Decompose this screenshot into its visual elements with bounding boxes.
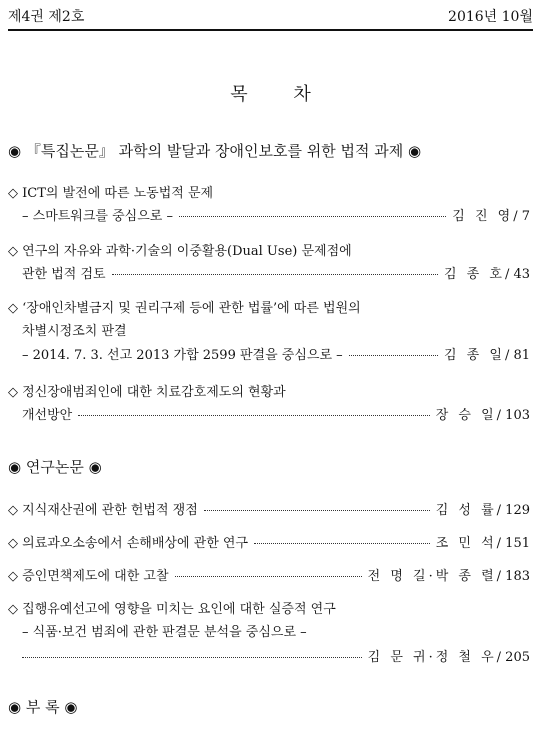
publication-date: 2016년 10월 <box>448 9 533 25</box>
dot-leader <box>175 576 362 577</box>
toc-entry-title[interactable]: ◇ 정신장애범죄인에 대한 치료감호제도의 현황과 <box>8 385 286 400</box>
running-header <box>8 6 533 28</box>
toc-entry-title: ◇ 의료과오소송에서 손해배상에 관한 연구 <box>8 536 249 551</box>
toc-entry-leader-row[interactable] <box>8 263 530 281</box>
toc-entry-author: 김 성 률 <box>435 503 497 518</box>
toc-entry-title[interactable]: ◇ 연구의 자유와 과학·기술의 이중활용(Dual Use) 문제점에 <box>8 244 352 259</box>
toc-entry-leader-row[interactable] <box>8 404 530 422</box>
toc-entry-title: ◇ 지식재산권에 관한 헌법적 쟁점 <box>8 503 198 518</box>
toc-entry-author: 장 승 일 <box>435 408 497 423</box>
dot-leader <box>349 355 438 356</box>
dot-leader <box>22 657 362 658</box>
toc-entry-title: ◇ 증인면책제도에 대한 고찰 <box>8 569 169 584</box>
dot-leader <box>204 510 430 511</box>
toc-entry-author: 김 종 일 <box>443 348 505 363</box>
volume-issue: 제4권 제2호 <box>8 9 85 25</box>
toc-entry-subtitle: 관한 법적 검토 <box>22 267 106 282</box>
toc-entry-author: 김 진 영 <box>452 209 514 224</box>
toc-entry-page: / 151 <box>496 536 530 551</box>
toc-entry-subtitle: – 스마트워크를 중심으로 – <box>22 209 173 224</box>
toc-entry-subtitle: 개선방안 <box>22 408 73 423</box>
section-heading-special: ◉ 『특집논문』 과학의 발달과 장애인보호를 위한 법적 과제 ◉ <box>8 142 422 160</box>
toc-entry-page: / 7 <box>513 209 530 224</box>
dot-leader <box>254 543 430 544</box>
toc-entry-author: 조 민 석 <box>435 536 497 551</box>
toc-entry-subtitle[interactable]: – 식품·보건 범죄에 관한 판결문 분석을 중심으로 – <box>22 625 307 640</box>
toc-entry-leader-row[interactable] <box>8 565 530 583</box>
page-title: 목 차 <box>230 84 331 105</box>
toc-entry-title[interactable]: ◇ ‘장애인차별금지 및 권리구제 등에 관한 법률’에 따른 법원의 <box>8 301 361 316</box>
toc-entry-leader-row[interactable] <box>8 532 530 550</box>
toc-entry-subtitle: – 2014. 7. 3. 선고 2013 가합 2599 판결을 중심으로 – <box>22 348 343 363</box>
toc-entry-author: 전 명 길·박 종 렬 <box>367 569 497 584</box>
dot-leader <box>179 216 446 217</box>
header-rule <box>8 29 533 31</box>
toc-entry-leader-row[interactable] <box>8 344 530 362</box>
toc-entry-leader-row[interactable] <box>8 499 530 517</box>
toc-entry-page: / 81 <box>504 348 530 363</box>
toc-entry-page: / 43 <box>504 267 530 282</box>
toc-entry-title-cont[interactable]: 차별시정조치 판결 <box>22 324 127 339</box>
toc-entry-page: / 129 <box>496 503 530 518</box>
toc-entry-leader-row[interactable] <box>8 646 530 664</box>
toc-entry-page: / 103 <box>496 408 530 423</box>
toc-entry-leader-row[interactable] <box>8 205 530 223</box>
toc-entry-title[interactable]: ◇ 집행유예선고에 영향을 미치는 요인에 대한 실증적 연구 <box>8 602 336 617</box>
toc-entry-author: 김 문 귀·정 철 우 <box>367 650 497 665</box>
section-heading-research: ◉ 연구논문 ◉ <box>8 458 102 476</box>
toc-entry-title[interactable]: ◇ ICT의 발전에 따른 노동법적 문제 <box>8 186 214 201</box>
toc-entry-author: 김 종 호 <box>443 267 505 282</box>
dot-leader <box>112 274 438 275</box>
section-heading-appendix: ◉ 부 록 ◉ <box>8 698 78 716</box>
dot-leader <box>78 415 429 416</box>
toc-entry-page: / 205 <box>496 650 530 665</box>
toc-entry-page: / 183 <box>496 569 530 584</box>
